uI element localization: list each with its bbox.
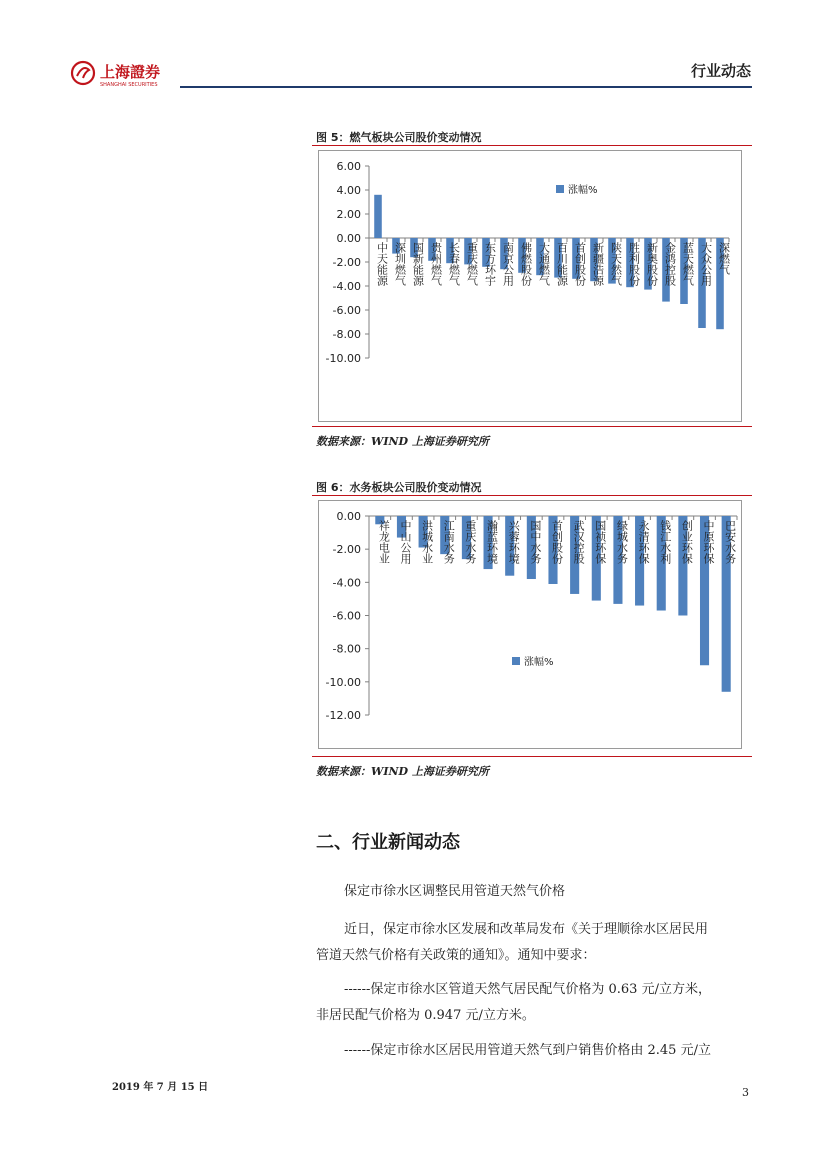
category-label: 创业环保 — [680, 520, 694, 564]
news-paragraph-3-line-1: ------保定市徐水区居民用管道天然气到户销售价格由 2.45 元/立 — [344, 1043, 711, 1058]
header-divider — [180, 86, 752, 88]
news-paragraph-1-line-1: 近日，保定市徐水区发展和改革局发布《关于理顺徐水区居民用 — [344, 922, 709, 937]
category-label: 绿城水务 — [615, 520, 629, 564]
figure5-chart — [319, 151, 741, 421]
figure6-top-rule — [312, 495, 752, 496]
category-label: 祥龙电业 — [377, 520, 391, 564]
category-label: 蓝天燃气 — [681, 242, 695, 286]
logo-subtext: SHANGHAI SECURITIES — [100, 82, 158, 88]
category-label: 永清环保 — [637, 520, 651, 564]
legend-label: 涨幅% — [524, 657, 554, 668]
logo-text: 上海證券 — [100, 63, 161, 81]
category-label: 洪城水业 — [420, 520, 434, 564]
news-title: 保定市徐水区调整民用管道天然气价格 — [344, 884, 566, 899]
y-tick-label: 0.00 — [336, 510, 361, 523]
category-label: 佛燃股份 — [519, 242, 533, 286]
company-logo — [70, 58, 170, 92]
y-tick-label: 4.00 — [336, 184, 361, 197]
y-tick-label: -2.00 — [332, 543, 361, 557]
y-tick-label: 2.00 — [336, 208, 361, 221]
category-label: 首创股份 — [550, 520, 564, 564]
footer-date: 2019 年 7 月 15 日 — [112, 1082, 209, 1093]
category-label: 胜利股份 — [627, 242, 641, 286]
figure5-chart-frame — [318, 150, 742, 422]
legend-swatch — [556, 185, 564, 193]
figure6-source: 数据来源：WIND 上海证券研究所 — [316, 765, 489, 778]
legend-label: 涨幅% — [568, 185, 598, 196]
figure6-chart — [319, 501, 741, 748]
category-label: 兴蓉环境 — [507, 520, 521, 564]
figure6-title: 图 6：水务板块公司股价变动情况 — [316, 481, 482, 494]
category-label: 大通燃气 — [537, 242, 551, 286]
category-label: 钱江水利 — [658, 520, 672, 564]
figure5-title: 图 5：燃气板块公司股价变动情况 — [316, 131, 482, 144]
y-tick-label: -10.00 — [325, 675, 361, 689]
category-label: 江南水务 — [442, 520, 456, 564]
logo-emblem-icon — [70, 60, 96, 86]
category-label: 瀚蓝环境 — [485, 520, 499, 564]
y-tick-label: 6.00 — [336, 160, 361, 173]
category-label: 巴安水务 — [723, 520, 737, 564]
category-label: 南京公用 — [501, 242, 515, 286]
category-label: 国新能源 — [411, 242, 425, 286]
category-label: 百川能源 — [555, 242, 569, 286]
news-paragraph-2-line-2: 非居民配气价格为 0.947 元/立方米。 — [316, 1008, 535, 1023]
figure5-bottom-rule — [312, 426, 752, 427]
category-label: 国中水务 — [528, 520, 542, 564]
category-label: 中天能源 — [375, 242, 389, 286]
category-label: 大众公用 — [699, 242, 713, 286]
figure6-chart-frame — [318, 500, 742, 749]
page-number: 3 — [742, 1086, 749, 1099]
y-tick-label: -2.00 — [332, 256, 361, 269]
y-tick-label: 0.00 — [336, 232, 361, 245]
category-label: 陕天然气 — [609, 242, 623, 286]
figure5-top-rule — [312, 145, 752, 146]
category-label: 中山公用 — [398, 520, 412, 564]
figure5-source: 数据来源：WIND 上海证券研究所 — [316, 435, 489, 448]
category-label: 东方环宇 — [483, 242, 497, 286]
y-tick-label: -12.00 — [325, 709, 361, 722]
bar — [374, 195, 382, 238]
category-label: 金鸿控股 — [663, 242, 677, 286]
news-paragraph-2-line-1: ------保定市徐水区管道天然气居民配气价格为 0.63 元/立方米， — [344, 982, 711, 997]
category-label: 武汉控股 — [572, 520, 586, 564]
category-label: 深圳燃气 — [393, 242, 407, 286]
category-label: 首创股份 — [573, 242, 587, 286]
category-label: 长春燃气 — [447, 242, 461, 286]
category-label: 新疆浩源 — [591, 242, 605, 286]
y-tick-label: -4.00 — [332, 280, 361, 293]
category-label: 重庆水务 — [463, 520, 477, 564]
y-tick-label: -6.00 — [332, 304, 361, 317]
category-label: 中原环保 — [702, 520, 716, 564]
y-tick-label: -4.00 — [332, 576, 361, 590]
news-paragraph-1-line-2: 管道天然气价格有关政策的通知》。通知中要求： — [316, 948, 596, 963]
category-label: 国祯环保 — [593, 520, 607, 564]
y-tick-label: -10.00 — [325, 352, 361, 365]
category-label: 贵州燃气 — [429, 242, 443, 286]
category-label: 深燃气 — [717, 242, 731, 275]
category-label: 重庆燃气 — [465, 242, 479, 286]
figure6-bottom-rule — [312, 756, 752, 757]
legend-swatch — [512, 657, 520, 665]
header-section-title: 行业动态 — [690, 62, 751, 80]
y-tick-label: -6.00 — [332, 609, 361, 623]
section-heading: 二、行业新闻动态 — [316, 832, 460, 853]
category-label: 新奥股份 — [645, 242, 659, 286]
y-tick-label: -8.00 — [332, 328, 361, 341]
y-tick-label: -8.00 — [332, 642, 361, 656]
